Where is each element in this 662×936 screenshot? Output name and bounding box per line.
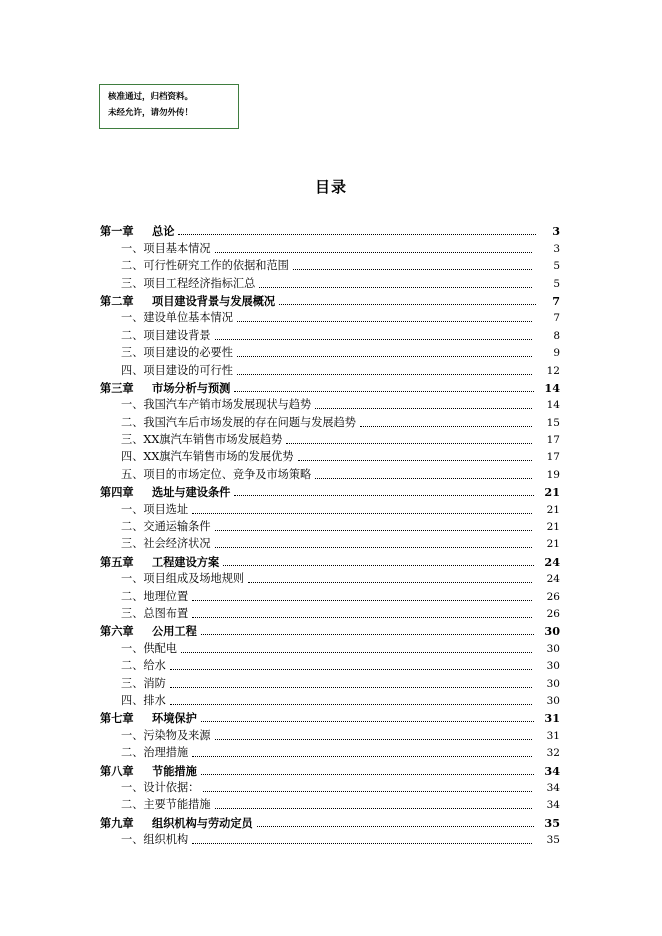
toc-section-row[interactable] [100, 673, 560, 690]
toc-entry-label: 一、建设单位基本情况 [121, 311, 233, 325]
toc-entry-label: 二、治理措施 [121, 746, 189, 760]
dot-leader [360, 426, 532, 427]
toc-section-row[interactable] [100, 534, 560, 551]
dot-leader [286, 443, 532, 444]
toc-page-number: 34 [546, 781, 560, 794]
dot-leader [215, 339, 532, 340]
toc-chapter-number: 第七章 [100, 711, 134, 726]
dot-leader [201, 721, 535, 722]
table-of-contents [100, 221, 560, 847]
toc-page-number: 19 [546, 468, 560, 481]
toc-entry-label [100, 624, 197, 638]
toc-entry-label: 三、项目建设的必要性 [121, 346, 233, 360]
toc-page-number: 35 [544, 815, 560, 830]
toc-page-number: 21 [544, 485, 560, 500]
dot-leader [237, 356, 532, 357]
toc-entry-label: 四、XX旗汽车销售市场的发展优势 [121, 450, 294, 464]
toc-chapter-number: 第二章 [100, 293, 134, 308]
dot-leader [201, 774, 535, 775]
toc-chapter-number: 第一章 [100, 224, 134, 239]
toc-entry-label [100, 711, 197, 725]
toc-entry-label [100, 555, 219, 569]
dot-leader [192, 756, 532, 757]
toc-chapter-number: 第八章 [100, 763, 134, 778]
toc-page-number: 7 [553, 312, 560, 325]
toc-page-number: 30 [544, 624, 560, 639]
toc-entry-label: 一、供配电 [121, 641, 177, 655]
toc-chapter-number: 第五章 [100, 554, 134, 569]
toc-page-number: 17 [546, 434, 560, 447]
toc-entry-label: 一、项目选址 [121, 502, 189, 516]
toc-page-number: 3 [553, 242, 560, 255]
toc-entry-label [100, 816, 253, 830]
toc-entry-label: 一、组织机构 [121, 833, 189, 847]
toc-chapter-title: 公用工程 [152, 624, 197, 639]
page-title: 目录 [314, 178, 347, 196]
toc-section-row[interactable] [100, 691, 560, 708]
toc-section-row[interactable] [100, 638, 560, 655]
dot-leader [248, 582, 532, 583]
toc-page-number: 21 [546, 521, 560, 534]
toc-section-row[interactable] [100, 604, 560, 621]
dot-leader [192, 617, 532, 618]
toc-entry-label [100, 764, 197, 778]
dot-leader [293, 269, 532, 270]
toc-entry-label: 二、我国汽车后市场发展的存在问题与发展趋势 [121, 415, 356, 429]
toc-page-number: 5 [553, 277, 560, 290]
toc-page-number: 24 [546, 573, 560, 586]
toc-page-number: 30 [546, 694, 560, 707]
toc-chapter-row[interactable] [100, 621, 560, 638]
toc-page-number: 26 [546, 590, 560, 603]
toc-entry-label: 一、我国汽车产销市场发展现状与趋势 [121, 398, 312, 412]
dot-leader [181, 652, 532, 653]
toc-page-number: 31 [546, 729, 560, 742]
toc-chapter-number: 第六章 [100, 624, 134, 639]
dot-leader [178, 234, 536, 235]
toc-chapter-number: 第九章 [100, 815, 134, 830]
toc-chapter-title: 市场分析与预测 [152, 380, 231, 395]
toc-chapter-row[interactable] [100, 291, 560, 308]
toc-page-number: 35 [546, 834, 560, 847]
dot-leader [201, 634, 535, 635]
toc-page-number: 26 [546, 607, 560, 620]
toc-page-number: 32 [546, 747, 560, 760]
dot-leader [259, 287, 532, 288]
toc-section-row[interactable] [100, 412, 560, 429]
stamp-line-1: 核准通过，归档资料。 [108, 92, 194, 102]
toc-entry-label: 五、项目的市场定位、竞争及市场策略 [121, 467, 312, 481]
toc-section-row[interactable] [100, 586, 560, 603]
toc-entry-label: 二、交通运输条件 [121, 520, 211, 534]
toc-entry-label: 三、XX旗汽车销售市场发展趋势 [121, 433, 283, 447]
toc-section-row[interactable] [100, 778, 560, 795]
toc-page-number: 34 [546, 799, 560, 812]
toc-chapter-number: 第三章 [100, 380, 134, 395]
dot-leader [279, 304, 536, 305]
toc-entry-label [100, 485, 230, 499]
toc-entry-label: 二、项目建设背景 [121, 328, 211, 342]
toc-section-row[interactable] [100, 795, 560, 812]
toc-page-number: 21 [546, 538, 560, 551]
toc-entry-label: 二、给水 [121, 659, 166, 673]
toc-entry-label: 二、主要节能措施 [121, 798, 211, 812]
dot-leader [257, 826, 535, 827]
toc-entry-label [100, 294, 275, 308]
dot-leader [215, 808, 532, 809]
toc-section-row[interactable] [100, 499, 560, 516]
dot-leader [215, 530, 532, 531]
toc-section-row[interactable] [100, 464, 560, 481]
dot-leader [237, 374, 532, 375]
dot-leader [215, 252, 532, 253]
dot-leader [170, 669, 532, 670]
toc-entry-label: 一、污染物及来源 [121, 728, 211, 742]
toc-entry-label: 二、可行性研究工作的依据和范围 [121, 259, 289, 273]
toc-page-number: 8 [553, 329, 560, 342]
dot-leader [203, 791, 532, 792]
dot-leader [215, 739, 532, 740]
toc-entry-label [100, 224, 174, 238]
toc-entry-label: 三、消防 [121, 676, 166, 690]
toc-section-row[interactable] [100, 238, 560, 255]
dot-leader [234, 495, 534, 496]
toc-section-row[interactable] [100, 517, 560, 534]
toc-page-number: 21 [546, 503, 560, 516]
dot-leader [192, 600, 532, 601]
toc-section-row[interactable] [100, 830, 560, 847]
toc-page-number: 30 [546, 677, 560, 690]
toc-section-row[interactable] [100, 725, 560, 742]
toc-entry-label: 一、项目基本情况 [121, 241, 211, 255]
toc-section-row[interactable] [100, 360, 560, 377]
dot-leader [215, 547, 532, 548]
toc-section-row[interactable] [100, 256, 560, 273]
toc-page-number: 24 [544, 554, 560, 569]
dot-leader [315, 408, 532, 409]
toc-section-row[interactable] [100, 325, 560, 342]
toc-page-number: 15 [546, 416, 560, 429]
toc-chapter-title: 节能措施 [152, 763, 197, 778]
toc-page-number: 30 [546, 660, 560, 673]
dot-leader [237, 321, 532, 322]
toc-section-row[interactable] [100, 395, 560, 412]
toc-entry-label: 二、地理位置 [121, 589, 189, 603]
toc-section-row[interactable] [100, 343, 560, 360]
toc-section-row[interactable] [100, 308, 560, 325]
approval-stamp [99, 84, 239, 129]
toc-section-row[interactable] [100, 273, 560, 290]
toc-page-number: 9 [553, 347, 560, 360]
toc-chapter-row[interactable] [100, 482, 560, 499]
toc-entry-label: 四、项目建设的可行性 [121, 363, 233, 377]
toc-page-number: 12 [546, 364, 560, 377]
toc-chapter-number: 第四章 [100, 485, 134, 500]
toc-entry-label: 四、排水 [121, 693, 166, 707]
toc-chapter-title: 环境保护 [152, 711, 197, 726]
dot-leader [223, 565, 534, 566]
toc-chapter-row[interactable] [100, 812, 560, 829]
toc-chapter-row[interactable] [100, 378, 560, 395]
toc-chapter-title: 选址与建设条件 [152, 485, 231, 500]
toc-page-number: 30 [546, 642, 560, 655]
toc-page-number: 5 [553, 260, 560, 273]
toc-chapter-title: 组织机构与劳动定员 [152, 815, 253, 830]
toc-page-number: 7 [552, 293, 560, 308]
toc-section-row[interactable] [100, 743, 560, 760]
dot-leader [298, 460, 532, 461]
dot-leader [192, 513, 532, 514]
toc-chapter-row[interactable] [100, 760, 560, 777]
toc-entry-label [100, 381, 230, 395]
toc-page-number: 3 [552, 224, 560, 239]
toc-page-number: 31 [544, 711, 560, 726]
toc-entry-label: 一、设计依据： [121, 780, 200, 794]
toc-chapter-title: 工程建设方案 [152, 554, 220, 569]
toc-section-row[interactable] [100, 447, 560, 464]
toc-section-row[interactable] [100, 569, 560, 586]
stamp-line-2: 未经允许，请勿外传！ [108, 108, 194, 118]
dot-leader [315, 478, 532, 479]
toc-chapter-title: 总论 [152, 224, 175, 239]
toc-page-number: 14 [546, 399, 560, 412]
toc-chapter-row[interactable] [100, 221, 560, 238]
dot-leader [192, 843, 532, 844]
toc-entry-label: 三、项目工程经济指标汇总 [121, 276, 256, 290]
toc-entry-label: 三、社会经济状况 [121, 537, 211, 551]
toc-chapter-row[interactable] [100, 708, 560, 725]
toc-section-row[interactable] [100, 430, 560, 447]
toc-chapter-title: 项目建设背景与发展概况 [152, 293, 276, 308]
toc-section-row[interactable] [100, 656, 560, 673]
toc-entry-label: 一、项目组成及场地规则 [121, 572, 245, 586]
toc-chapter-row[interactable] [100, 551, 560, 568]
toc-page-number: 17 [546, 451, 560, 464]
dot-leader [170, 704, 532, 705]
dot-leader [234, 391, 534, 392]
toc-page-number: 14 [544, 380, 560, 395]
toc-page-number: 34 [544, 763, 560, 778]
toc-entry-label: 三、总图布置 [121, 606, 189, 620]
dot-leader [170, 687, 532, 688]
